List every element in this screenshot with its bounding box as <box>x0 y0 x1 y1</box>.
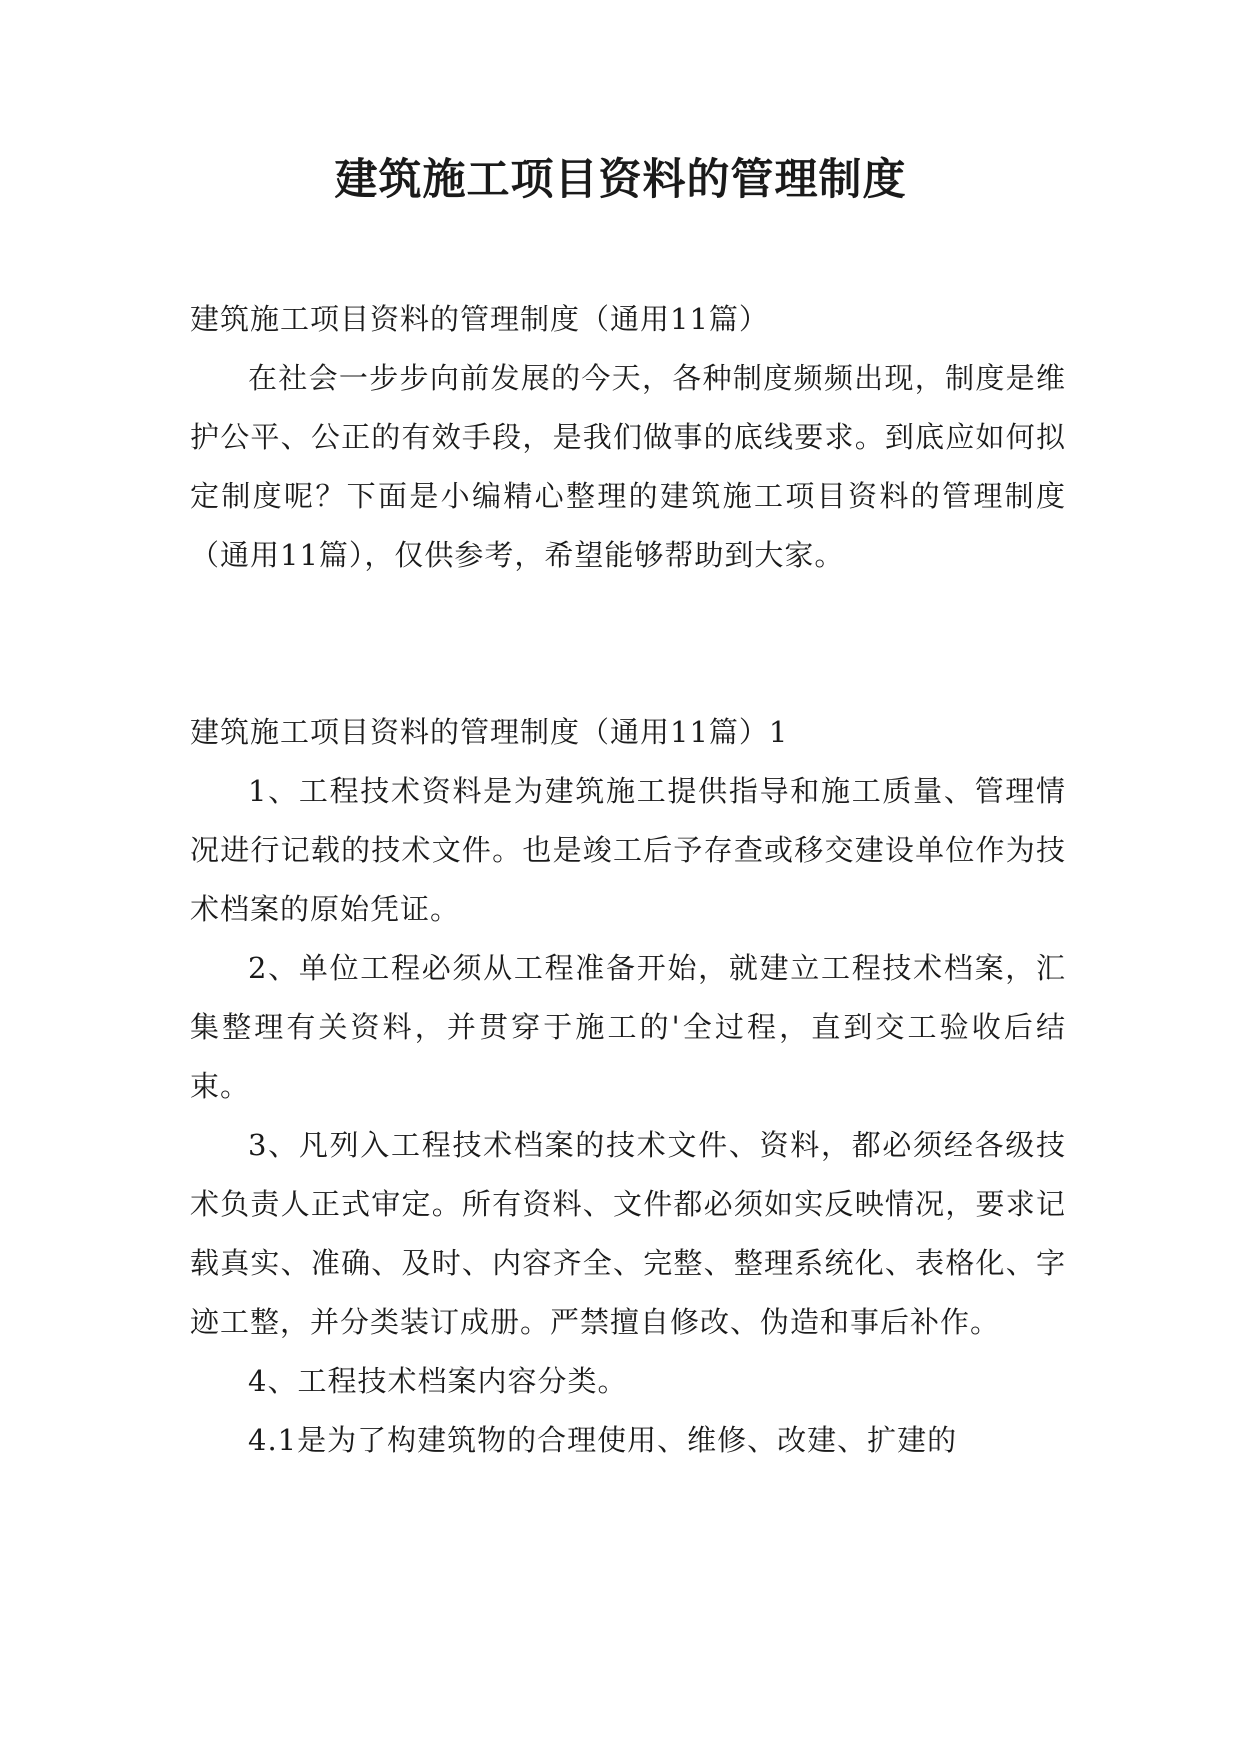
body-paragraph-5: 4.1是为了构建筑物的合理使用、维修、改建、扩建的 <box>248 1423 958 1457</box>
body-paragraph-3: 3、凡列入工程技术档案的技术文件、资料，都必须经各级技术负责人正式审定。所有资料、文件都必须如实反映情况，要求记载真实、准确、及时、内容齐全、完整、整理系统化、表格化、字迹工整，并分类装订成册。严禁擅自修改、伪造和事后补作。 <box>190 1128 1066 1339</box>
intro-paragraph: 在社会一步步向前发展的今天，各种制度频频出现，制度是维护公平、公正的有效手段，是我们做事的底线要求。到底应如何拟定制度呢？下面是小编精心整理的建筑施工项目资料的管理制度（通用11篇），仅供参考，希望能够帮助到大家。 <box>190 361 1066 572</box>
body-paragraph-2: 2、单位工程必须从工程准备开始，就建立工程技术档案，汇集整理有关资料，并贯穿于施工的'全过程，直到交工验收后结束。 <box>190 951 1066 1103</box>
body-paragraph-1: 1、工程技术资料是为建筑施工提供指导和施工质量、管理情况进行记载的技术文件。也是竣工后予存查或移交建设单位作为技术档案的原始凭证。 <box>190 774 1066 926</box>
section-spacer <box>190 585 1066 703</box>
page-title: 建筑施工项目资料的管理制度 <box>334 155 907 205</box>
body-paragraph-4: 4、工程技术档案内容分类。 <box>248 1364 628 1398</box>
document-subtitle: 建筑施工项目资料的管理制度（通用11篇） <box>190 302 769 336</box>
document-body <box>190 290 1066 1470</box>
section-heading: 建筑施工项目资料的管理制度（通用11篇）1 <box>190 715 789 749</box>
